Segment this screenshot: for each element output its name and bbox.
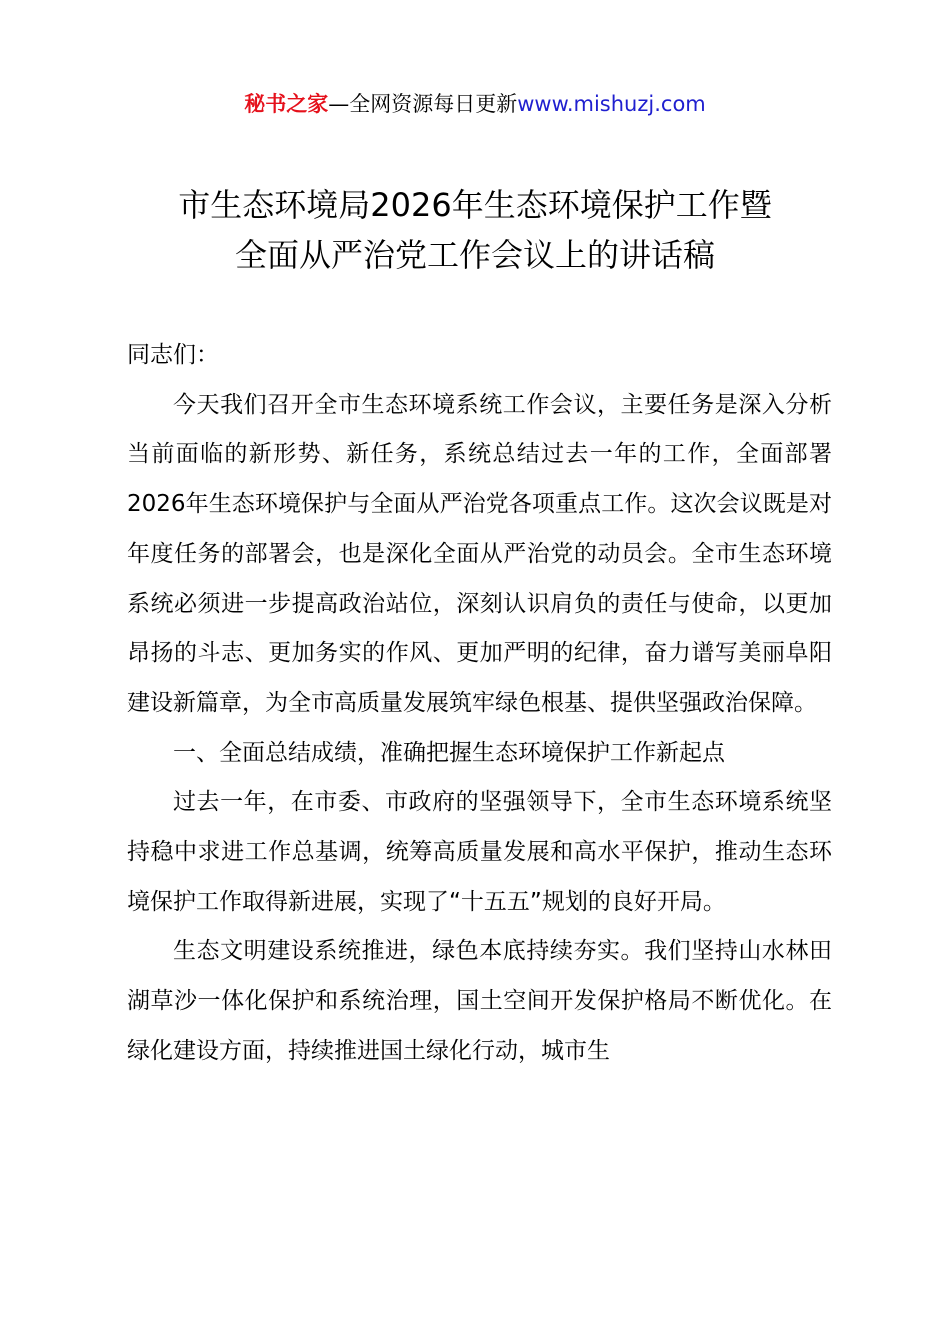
document-title [60, 180, 890, 280]
title-line-2: 全面从严治党工作会议上的讲话稿 [234, 236, 715, 274]
title-line-1: 市生态环境局2026年生态环境保护工作暨 [178, 186, 772, 224]
salutation: 同志们： [127, 342, 219, 368]
header-url[interactable]: www.mishuzj.com [517, 92, 706, 116]
brand-name: 秘书之家 [244, 92, 329, 116]
paragraph-review: 过去一年，在市委、市政府的坚强领导下，全市生态环境系统坚持稳中求进工作总基调，统筹高质量发展和高水平保护，推动生态环境保护工作取得新进展，实现了“十五五”规划的良好开局。 [127, 789, 832, 915]
document-body [127, 331, 832, 1077]
paragraph-ecology: 生态文明建设系统推进，绿色本底持续夯实。我们坚持山水林田湖草沙一体化保护和系统治理，国土空间开发保护格局不断优化。在绿化建设方面，持续推进国土绿化行动，城市生 [127, 938, 832, 1064]
paragraph-intro: 今天我们召开全市生态环境系统工作会议，主要任务是深入分析当前面临的新形势、新任务，系统总结过去一年的工作，全面部署2026年生态环境保护与全面从严治党各项重点工作。这次会议既是对年度任务的部署会，也是深化全面从严治党的动员会。全市生态环境系统必须进一步提高政治站位，深刻认识肩负的责任与使命，以更加昂扬的斗志、更加务实的作风、更加严明的纪律，奋力谱写美丽阜阳建设新篇章，为全市高质量发展筑牢绿色根基、提供坚强政治保障。 [127, 391, 832, 716]
site-header [0, 88, 950, 120]
section-heading-1: 一、全面总结成绩，准确把握生态环境保护工作新起点 [173, 739, 725, 766]
header-tagline: —全网资源每日更新 [328, 92, 518, 116]
